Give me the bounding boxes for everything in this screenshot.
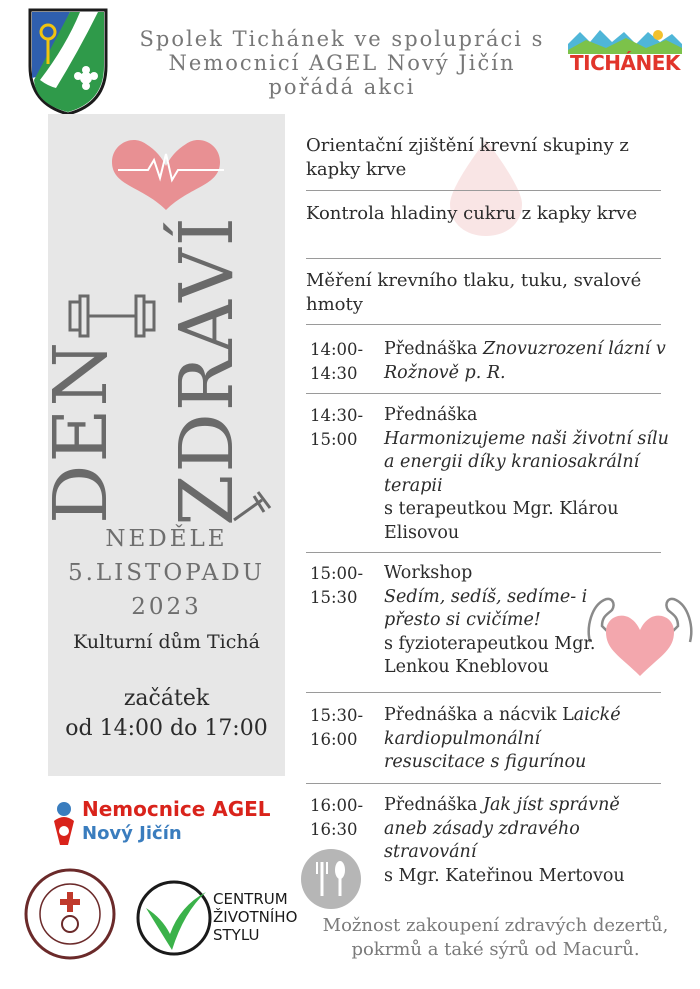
program-italic: aické kardiopulmonální resuscitace s figurínou bbox=[384, 705, 621, 772]
centrum-zivotniho-stylu-logo bbox=[136, 878, 306, 958]
service-blood-pressure: Měření krevního tlaku, tuku, svalové hmoty bbox=[306, 270, 642, 315]
title-word-zdravi: ZDRAVÍ bbox=[164, 215, 250, 526]
agel-symbol-icon bbox=[48, 799, 80, 849]
strong-heart-icon bbox=[584, 586, 696, 682]
program-tail: s terapeutkou Mgr. Klárou Elisovou bbox=[384, 499, 619, 543]
cutlery-icon bbox=[300, 848, 362, 910]
tichanek-logo-text: TICHÁNEK bbox=[570, 51, 680, 75]
event-date-text: 5.LISTOPADU bbox=[67, 560, 266, 586]
program-italic: Znovuzrození lázní v Rožnově p. R. bbox=[384, 339, 666, 383]
program-lead: Přednáška bbox=[384, 795, 483, 815]
program-time bbox=[310, 562, 386, 609]
service-blood-sugar: Kontrola hladiny cukru z kapky krve bbox=[306, 203, 638, 224]
event-year: 2023 bbox=[131, 594, 202, 620]
time-end: 16:00 bbox=[310, 729, 358, 749]
footer-note: Možnost zakoupení zdravých dezertů, pokrmů a také sýrů od Macurů. bbox=[322, 915, 669, 960]
agel-name: Nemocnice AGEL bbox=[82, 797, 271, 821]
title-word-den: DEN bbox=[38, 339, 124, 524]
time-end: 15:30 bbox=[310, 587, 358, 607]
heart-icon bbox=[112, 140, 220, 210]
divider bbox=[306, 692, 661, 693]
program-lead: Přednáška bbox=[384, 339, 483, 359]
time-end: 15:00 bbox=[310, 429, 358, 449]
program-italic: Harmonizujeme naši životní sílu a energii díky kraniosakrální terapii bbox=[384, 428, 669, 496]
tichanek-logo bbox=[566, 26, 684, 82]
program-body bbox=[384, 338, 674, 385]
organizer-line-3: pořádá akci bbox=[268, 75, 416, 99]
program-tail: s fyzioterapeutkou Mgr. Lenkou Kneblovou bbox=[384, 633, 596, 677]
czs-text bbox=[213, 890, 297, 944]
program-italic: Jak jíst správně aneb zásady zdravého stravování bbox=[384, 795, 620, 862]
divider bbox=[306, 324, 661, 325]
divider bbox=[306, 783, 661, 784]
organizer-line-2: Nemocnicí AGEL Nový Jičín bbox=[168, 51, 516, 75]
divider bbox=[306, 552, 661, 553]
dumbbell-icon bbox=[70, 296, 154, 336]
time-start: 15:00- bbox=[310, 564, 364, 583]
roznov-spa-seal bbox=[24, 868, 116, 960]
divider bbox=[306, 393, 661, 394]
start-label: začátek bbox=[123, 686, 210, 711]
program-time bbox=[310, 338, 386, 385]
program-body bbox=[384, 704, 644, 775]
time-start: 14:30- bbox=[310, 406, 364, 425]
divider bbox=[306, 258, 661, 259]
time-end: 16:30 bbox=[310, 819, 358, 839]
time-end: 14:30 bbox=[310, 363, 358, 383]
program-time bbox=[310, 404, 386, 451]
organizer-line-1: Spolek Tichánek ve spolupráci s bbox=[139, 27, 545, 51]
agel-city: Nový Jičín bbox=[82, 823, 182, 844]
agel-logo bbox=[48, 795, 298, 855]
time-start: 16:00- bbox=[310, 796, 364, 815]
program-body bbox=[384, 794, 654, 888]
time-start: 15:30- bbox=[310, 706, 364, 725]
czs-line: ŽIVOTNÍHO bbox=[213, 908, 298, 926]
service-blood-type: Orientační zjištění krevní skupiny z kapky krve bbox=[306, 135, 629, 180]
time-range: od 14:00 do 17:00 bbox=[65, 716, 268, 741]
divider bbox=[306, 190, 661, 191]
municipal-crest bbox=[26, 6, 110, 116]
program-tail: s Mgr. Kateřinou Mertovou bbox=[384, 865, 625, 886]
program-lead: Přednáška bbox=[384, 405, 478, 425]
program-lead: Workshop bbox=[384, 563, 473, 583]
event-title-graphic bbox=[38, 114, 285, 544]
program-italic: Sedím, sedíš, sedíme- i přesto si cvičíme! bbox=[384, 586, 588, 630]
program-time bbox=[310, 794, 386, 841]
time-start: 14:00- bbox=[310, 340, 364, 359]
event-date bbox=[48, 522, 285, 624]
program-lead: Přednáška a nácvik L bbox=[384, 705, 574, 725]
check-leaf-icon bbox=[136, 878, 212, 958]
czs-line: CENTRUM bbox=[213, 890, 288, 908]
event-venue: Kulturní dům Tichá bbox=[73, 631, 260, 653]
czs-line: STYLU bbox=[213, 926, 260, 944]
program-time bbox=[310, 704, 386, 751]
organizer-heading bbox=[118, 27, 566, 99]
program-body bbox=[384, 562, 599, 680]
program-body bbox=[384, 404, 674, 545]
event-day: NEDĚLE bbox=[105, 526, 228, 552]
event-start bbox=[48, 684, 285, 744]
